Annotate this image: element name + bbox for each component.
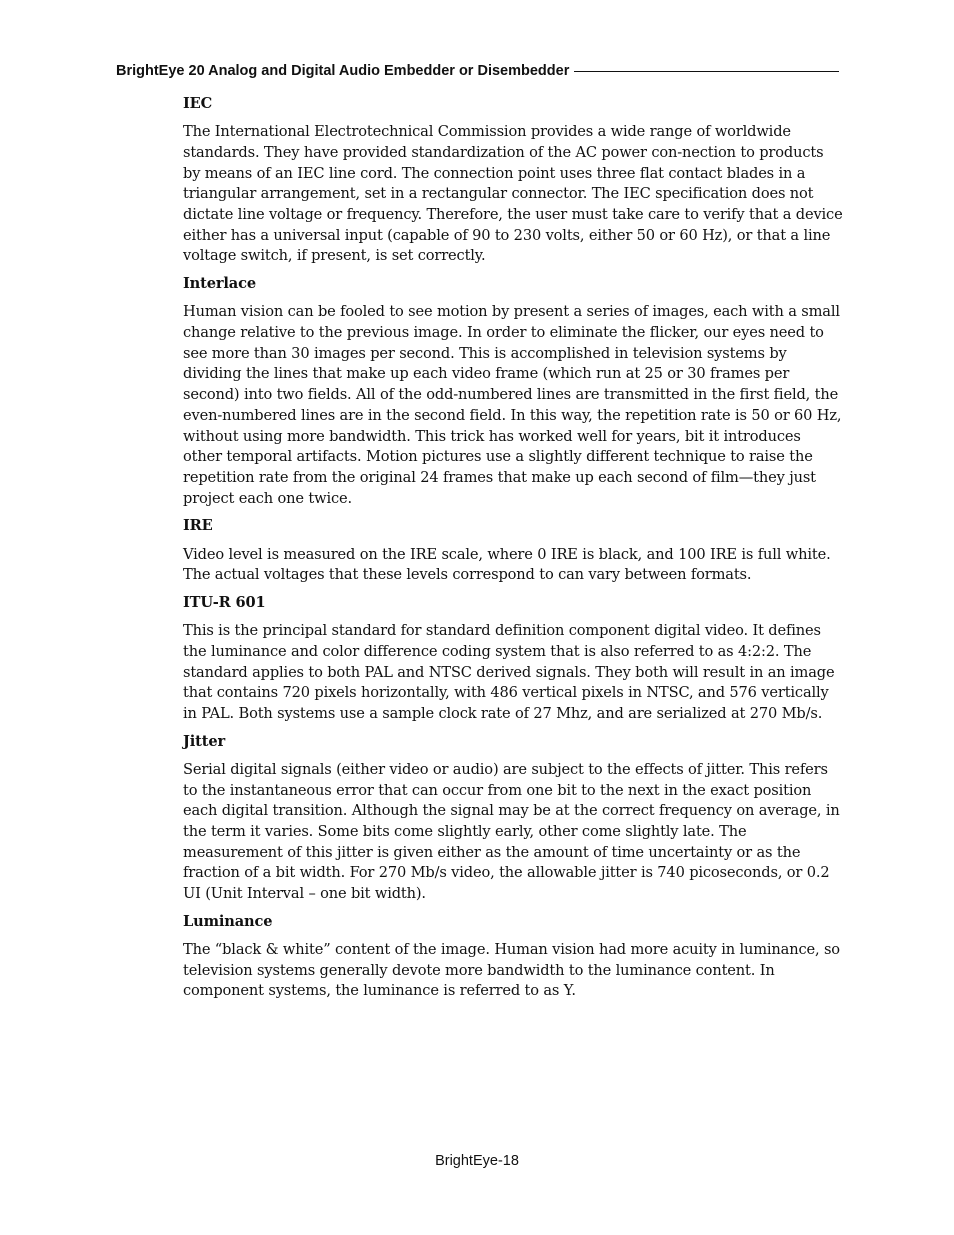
glossary-entry-iec [183, 94, 843, 267]
running-header [116, 61, 839, 81]
term-heading: Interlace [183, 275, 256, 293]
glossary-entry-interlace [183, 274, 843, 509]
glossary-entry-luminance [183, 912, 843, 1002]
page-number: BrightEye-18 [435, 1153, 519, 1169]
term-definition: This is the principal standard for standard definition component digital video. It defines the luminance and color difference coding system that is also referred to as 4:2:2. The standard applies to both PAL and NTSC derived signals. They both will result in an image that contains 720 pixels horizontally, with 486 vertical pixels in NTSC, and 576 vertically in PAL. Both systems use a sample clock rate of 27 Mhz, and are serialized at 270 Mb/s. [183, 622, 835, 722]
glossary-content [183, 94, 843, 1009]
term-heading: IRE [183, 517, 213, 535]
term-heading: Jitter [183, 732, 226, 750]
term-heading: IEC [183, 95, 213, 112]
term-heading: Luminance [183, 912, 273, 930]
glossary-entry-ire [183, 516, 843, 586]
term-definition: The International Electrotechnical Commission provides a wide range of worldwide standards. They have provided standardization of the AC power con-nection to products by means of an IEC line cord. The connection point uses three flat contact blades in a triangular arrangement, set in a rectangular connector. The IEC specification does not dictate line voltage or frequency. Therefore, the user must take care to verify that a device either has a universal input (capable of 90 to 230 volts, either 50 or 60 Hz), or that a line voltage switch, if present, is set correctly. [183, 123, 843, 265]
term-definition: Video level is measured on the IRE scale, where 0 IRE is black, and 100 IRE is full white. The actual voltages that these levels correspond to can vary between formats. [183, 545, 831, 584]
header-title: BrightEye 20 Analog and Digital Audio Embedder or Disembedder [116, 63, 570, 79]
term-heading: ITU-R 601 [183, 593, 266, 611]
term-definition: Human vision can be fooled to see motion by present a series of images, each with a small change relative to the previous image. In order to eliminate the flicker, our eyes need to see more than 30 images per second. This is accomplished in television systems by dividing the lines that make up each video frame (which run at 25 or 30 frames per second) into two fields. All of the odd-numbered lines are transmitted in the first field, the even-numbered lines are in the second field. In this way, the repetition rate is 50 or 60 Hz, without using more bandwidth. This trick has worked well for years, bit it introduces other temporal artifacts. Motion pictures use a slightly different technique to raise the repetition rate from the original 24 frames that make up each second of film—they just project each one twice. [183, 303, 842, 507]
term-definition: Serial digital signals (either video or audio) are subject to the effects of jitter. This refers to the instantaneous error that can occur from one bit to the next in the exact position each digital transition. Although the signal may be at the correct frequency on average, in the term it varies. Some bits come slightly early, other come slightly late. The measurement of this jitter is given either as the amount of time uncertainty or as the fraction of a bit width. For 270 Mb/s video, the allowable jitter is 740 picoseconds, or 0.2 UI (Unit Interval – one bit width). [183, 760, 840, 903]
glossary-entry-jitter [183, 732, 843, 905]
header-rule [574, 71, 839, 72]
term-definition: The “black & white” content of the image. Human vision had more acuity in luminance, so television systems generally devote more bandwidth to the luminance content. In component systems, the luminance is referred to as Y. [183, 941, 840, 1000]
glossary-entry-itu-r-601 [183, 593, 843, 725]
